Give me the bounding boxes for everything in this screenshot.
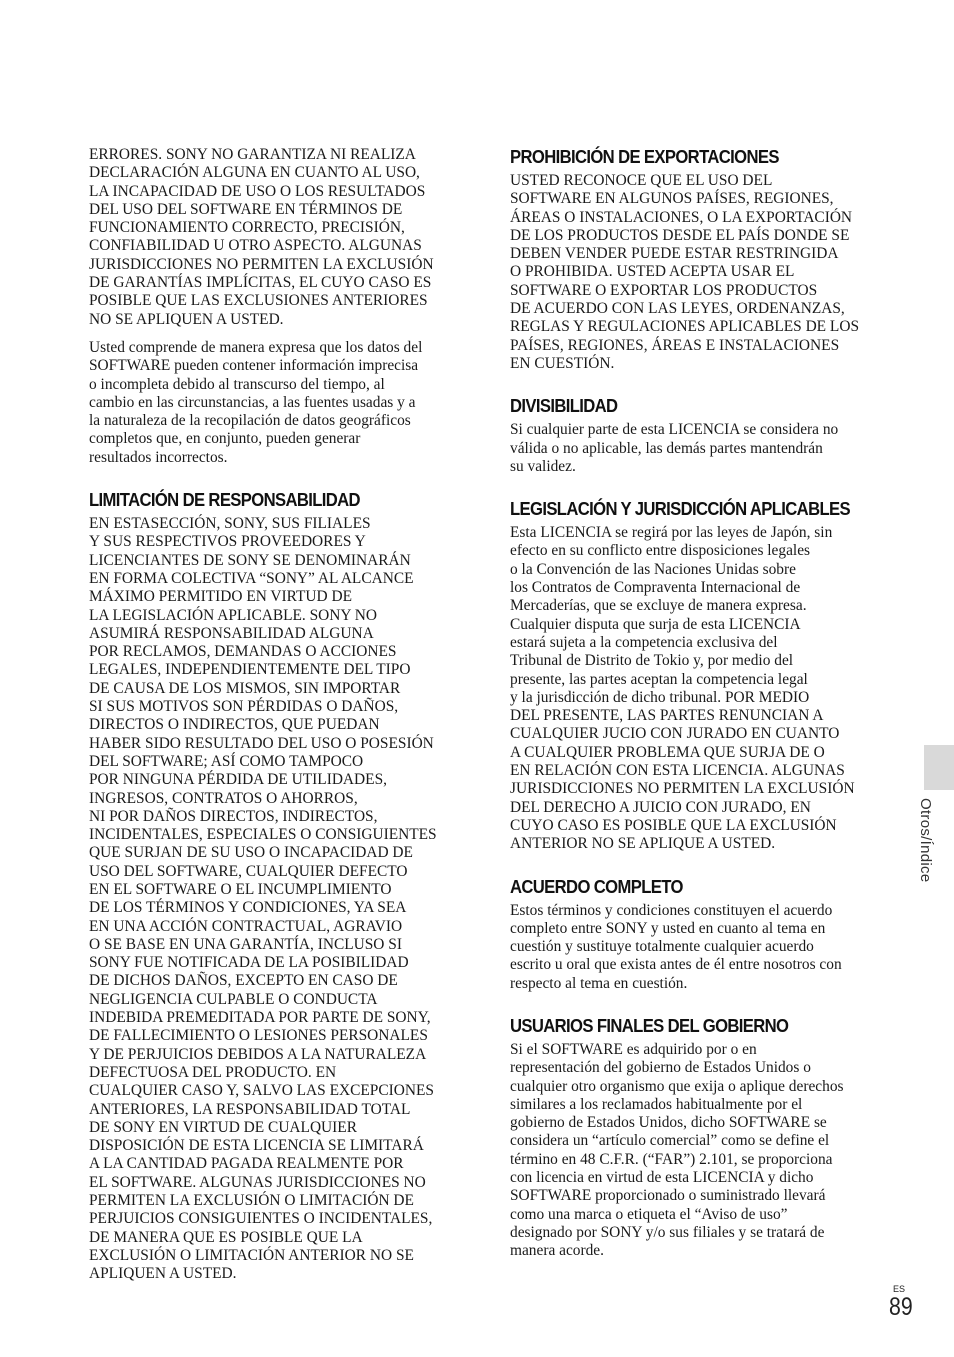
liability-heading: LIMITACIÓN DE RESPONSABILIDAD [89, 489, 360, 511]
government-section [510, 1015, 882, 1261]
divisibility-heading: DIVISIBILIDAD [510, 395, 618, 417]
law-heading: LEGISLACIÓN Y JURISDICCIÓN APLICABLES [510, 498, 850, 520]
export-body: USTED RECONOCE QUE EL USO DEL SOFTWARE EN ALGUNOS PAÍSES, REGIONES, ÁREAS O INSTALACIONES, O LA EXPORTACIÓN DE LOS PRODUCTOS DESDE EL PAÍS DONDE SE DEBEN VENDER PUEDE ESTAR RESTRINGIDA O PROHIBIDA. USTED ACEPTA USAR EL SOFTWARE O EXPORTAR LOS PRODUCTOS DE ACUERDO CON LAS LEYES, ORDENANZAS, REGLAS Y REGULACIONES APLICABLES DE LOS PAÍSES, REGIONES, ÁREAS E INSTALACIONES EN CUESTIÓN. [510, 172, 860, 372]
government-body: Si el SOFTWARE es adquirido por o en representación del gobierno de Estados Unidos o cualquier otro organismo que exija o aplique derechos similares a los reclamados habitualmente por el gobierno de Estados Unidos, dicho SOFTWARE se considera un “artículo comercial” como se define el término en 48 C.F.R. (“FAR”) 2.101, se proporciona con licencia en virtud de esta LICENCIA y dicho SOFTWARE proporcionado o suministrado llevará como una marca o etiqueta el “Aviso de uso” designado por SONY y/o sus filiales y se tratará de manera acorde. [510, 1040, 844, 1260]
government-heading: USUARIOS FINALES DEL GOBIERNO [510, 1014, 789, 1036]
liability-section [89, 489, 461, 1283]
divisibility-body: Si cualquier parte de esta LICENCIA se considera no válida o no aplicable, las demás partes mantendrán su validez. [510, 421, 839, 475]
left-column [89, 146, 461, 1294]
liability-body: EN ESTASECCIÓN, SONY, SUS FILIALES Y SUS RESPECTIVOS PROVEEDORES Y LICENCIANTES DE SONY SE DENOMINARÁN EN FORMA COLECTIVA “SONY” AL ALCANCE MÁXIMO PERMITIDO EN VIRTUD DE LA LEGISLACIÓN APLICABLE. SONY NO ASUMIRÁ RESPONSABILIDAD ALGUNA POR RECLAMOS, DEMANDAS O ACCIONES LEGALES, INDEPENDIENTEMENTE DEL TIPO DE CAUSA DE LOS MISMOS, SIN IMPORTAR SI SUS MOTIVOS SON PÉRDIDAS O DAÑOS, DIRECTOS O INDIRECTOS, QUE PUEDAN HABER SIDO RESULTADO DEL USO O POSESIÓN DEL SOFTWARE; ASÍ COMO TAMPOCO POR NINGUNA PÉRDIDA DE UTILIDADES, INGRESOS, CONTRATOS O AHORROS, NI POR DAÑOS DIRECTOS, INDIRECTOS, INCIDENTALES, ESPECIALES O CONSIGUIENTES QUE SURJAN DE SU USO O INCAPACIDAD DE USO DEL SOFTWARE, CUALQUIER DEFECTO EN EL SOFTWARE O EL INCUMPLIMIENTO DE LOS TÉRMINOS Y CONDICIONES, YA SEA EN UNA ACCIÓN CONTRACTUAL, AGRAVIO O SE BASE EN UNA GARANTÍA, INCLUSO SI SONY FUE NOTIFICADA DE LA POSIBILIDAD DE DICHOS DAÑOS, EXCEPTO EN CASO DE NEGLIGENCIA CULPABLE O CONDUCTA INDEBIDA PREMEDITADA POR PARTE DE SONY, DE FALLECIMIENTO O LESIONES PERSONALES Y DE PERJUICIOS DEBIDOS A LA NATURALEZA DEFECTUOSA DEL PRODUCTO. EN CUALQUIER CASO Y, SALVO LAS EXCEPCIONES ANTERIORES, LA RESPONSABILIDAD TOTAL DE SONY EN VIRTUD DE CUALQUIER DISPOSICIÓN DE ESTA LICENCIA SE LIMITARÁ A LA CANTIDAD PAGADA REALMENTE POR EL SOFTWARE. ALGUNAS JURISDICCIONES NO PERMITEN LA EXCLUSIÓN O LIMITACIÓN DE PERJUICIOS CONSIGUIENTES O INCIDENTALES, DE MANERA QUE ES POSIBLE QUE LA EXCLUSIÓN O LIMITACIÓN ANTERIOR NO SE APLIQUEN A USTED. [89, 515, 437, 1283]
data-accuracy-paragraph: Usted comprende de manera expresa que los datos del SOFTWARE pueden contener información imprecisa o incompleta debido al transcurso del tiempo, al cambio en las circunstancias, a las fuentes usadas y a la naturaleza de la recopilación de datos geográficos completos que, en conjunto, pueden generar resultados incorrectos. [89, 338, 423, 466]
side-tab-marker [924, 745, 954, 790]
agreement-section [510, 876, 882, 993]
page-number: 89 [889, 1293, 913, 1321]
agreement-heading: ACUERDO COMPLETO [510, 875, 683, 897]
law-body: Esta LICENCIA se regirá por las leyes de Japón, sin efecto en su conflicto entre disposiciones legales o la Convención de las Naciones Unidas sobre los Contratos de Compraventa Internacional de Mercaderías, que se excluye de manera expresa. Cualquier disputa que surja de esta LICENCIA estará sujeta a la competencia exclusiva del Tribunal de Distrito de Tokio y, por medio del presente, las partes aceptan la competencia legal y la jurisdicción de dicho tribunal. POR MEDIO DEL PRESENTE, LAS PARTES RENUNCIAN A CUALQUIER JUCIO CON JURADO EN CUANTO A CUALQUIER PROBLEMA QUE SURJA DE O EN RELACIÓN CON ESTA LICENCIA. ALGUNAS JURISDICCIONES NO PERMITEN LA EXCLUSIÓN DEL DERECHO A JUICIO CON JURADO, EN CUYO CASO ES POSIBLE QUE LA EXCLUSIÓN ANTERIOR NO SE APLIQUE A USTED. [510, 524, 855, 853]
right-column [510, 146, 882, 1271]
export-heading: PROHIBICIÓN DE EXPORTACIONES [510, 146, 779, 167]
language-code: ES [893, 1284, 906, 1294]
agreement-body: Estos términos y condiciones constituyen el acuerdo completo entre SONY y usted en cuanto al tema en cuestión y sustituye totalmente cualquier acuerdo escrito u oral que exista antes de él entre nosotros con respecto al tema en cuestión. [510, 901, 842, 992]
side-tab-label: Otros/Índice [917, 798, 934, 883]
law-section [510, 498, 882, 853]
divisibility-section [510, 395, 882, 476]
export-section [510, 146, 882, 373]
warranty-disclaimer-paragraph: ERRORES. SONY NO GARANTIZA NI REALIZA DECLARACIÓN ALGUNA EN CUANTO AL USO, LA INCAPACIDAD DE USO O LOS RESULTADOS DEL USO DEL SOFTWARE EN TÉRMINOS DE FUNCIONAMIENTO CORRECTO, PRECISIÓN, CONFIABILIDAD U OTRO ASPECTO. ALGUNAS JURISDICCIONES NO PERMITEN LA EXCLUSIÓN DE GARANTÍAS IMPLÍCITAS, EL CUYO CASO ES POSIBLE QUE LAS EXCLUSIONES ANTERIORES NO SE APLIQUEN A USTED. [89, 146, 434, 328]
